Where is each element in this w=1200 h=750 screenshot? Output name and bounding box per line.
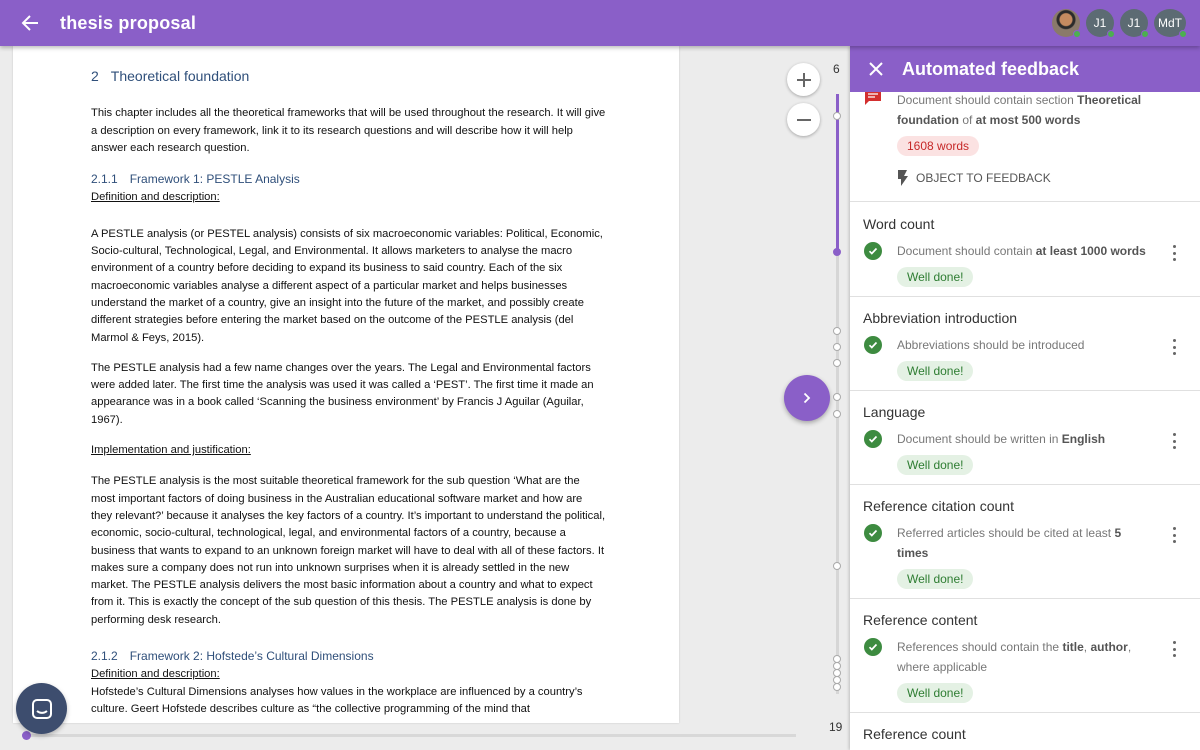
feedback-card (850, 485, 1200, 599)
timeline-marker[interactable] (833, 343, 841, 351)
timeline-marker[interactable] (833, 562, 841, 570)
more-options-button[interactable] (1171, 527, 1177, 543)
timeline-end-number: 19 (829, 720, 843, 734)
feedback-message: Document should contain at least 1000 words (897, 244, 1146, 258)
next-feedback-button[interactable] (784, 375, 830, 421)
status-badge: Well done! (897, 267, 973, 287)
underlined-label: Definition and description: (91, 668, 220, 681)
paragraph: The PESTLE analysis had a few name changes over the years. The Legal and Environmental factors were added later. The first time the analysis was used it was called a ‘PEST’. The first time it made an appearance was in a book called ‘Scanning the business environment’ by Francis J Aguilar (Aguilar, 1967). (91, 361, 594, 426)
paragraph: A PESTLE analysis (or PESTEL analysis) consists of six macroeconomic variables: Political, Economic, Socio-cultural, Technological, Legal, and Environmental. It allows marketers to analyse the macro environment of a country before deciding to expand its business to said country. Each of the six macroeconomic variables analyse a different aspect of a particular market and helps businesses understand the market of a country, give an insight into the future of the market, and possibly create different strategies before entering the market based on the outcome of the PESTLE analysis (del Marmol & Feys, 2015). (91, 227, 603, 344)
avatar-photo[interactable] (1052, 9, 1080, 37)
subsection-heading: 2.1.1 Framework 1: PESTLE Analysis (91, 172, 300, 187)
minus-icon (797, 113, 811, 127)
feedback-card-title: Abbreviation introduction (863, 310, 1018, 326)
more-options-button[interactable] (1171, 433, 1177, 449)
timeline-start-number: 6 (833, 62, 840, 76)
status-badge: Well done! (897, 569, 973, 589)
collaborator-avatars (1052, 9, 1186, 37)
timeline-marker[interactable] (833, 112, 841, 120)
feedback-panel (850, 46, 1200, 750)
check-icon (864, 336, 882, 354)
paragraph: This chapter includes all the theoretical frameworks that will be used throughout the research. It will give a description on every framework, link it to its research questions and will describe how it will help answer each research question. (91, 107, 606, 154)
feedback-card (850, 391, 1200, 485)
zoom-out-button[interactable] (787, 103, 820, 136)
feedback-card-title: Reference citation count (863, 498, 1014, 514)
lightning-icon (897, 170, 908, 186)
chevron-right-icon (801, 392, 813, 404)
chat-button[interactable] (16, 683, 67, 734)
feedback-card (850, 599, 1200, 713)
close-panel-button[interactable] (850, 46, 902, 92)
underlined-label: Implementation and justification: (91, 444, 251, 457)
object-to-feedback-button[interactable]: OBJECT TO FEEDBACK (897, 168, 1051, 188)
feedback-panel-header (850, 46, 1200, 92)
avatar[interactable]: J1 (1120, 9, 1148, 37)
feedback-message: Document should contain section Theoretical foundation of at most 500 words (897, 93, 1142, 127)
zoom-in-button[interactable] (787, 63, 820, 96)
status-badge: Well done! (897, 683, 973, 703)
paragraph: Hofstede’s Cultural Dimensions analyses how values in the workplace are influenced by a country’s culture. Geert Hofstede describes culture as “the collective programming of the mind that (91, 685, 583, 715)
timeline-marker[interactable] (833, 393, 841, 401)
timeline-marker[interactable] (833, 359, 841, 367)
document-content (91, 68, 606, 723)
feedback-comment-icon (864, 90, 882, 106)
avatar[interactable]: J1 (1086, 9, 1114, 37)
feedback-message: Abbreviations should be introduced (897, 338, 1085, 352)
timeline-marker-active[interactable] (833, 248, 841, 256)
horizontal-scrollbar[interactable] (22, 734, 796, 737)
document-title: thesis proposal (60, 12, 197, 33)
timeline-marker[interactable] (833, 327, 841, 335)
feedback-card (850, 82, 1200, 202)
document-page (13, 46, 679, 723)
feedback-card (850, 297, 1200, 391)
feedback-message: References should contain the title, author, where applicable (897, 640, 1132, 674)
feedback-card-title: Reference count (863, 726, 966, 742)
more-options-button[interactable] (1171, 641, 1177, 657)
underlined-label: Definition and description: (91, 191, 220, 204)
arrow-left-icon (21, 14, 39, 32)
feedback-card (850, 713, 1200, 750)
chat-icon (30, 697, 54, 721)
check-icon (864, 430, 882, 448)
more-options-button[interactable] (1171, 245, 1177, 261)
check-icon (864, 242, 882, 260)
panel-title: Automated feedback (902, 58, 1080, 79)
feedback-message: Document should be written in English (897, 432, 1106, 446)
feedback-card-title: Word count (863, 216, 935, 232)
more-options-button[interactable] (1171, 339, 1177, 355)
timeline-marker[interactable] (833, 410, 841, 418)
check-icon (864, 638, 882, 656)
status-badge: Well done! (897, 455, 973, 475)
timeline-marker[interactable] (833, 683, 841, 691)
subsection-heading: 2.1.2 Framework 2: Hofstede’s Cultural Dimensions (91, 649, 374, 664)
feedback-card-title: Language (863, 404, 926, 420)
scrollbar-thumb[interactable] (22, 731, 31, 740)
word-count-badge: 1608 words (897, 136, 979, 156)
feedback-card-title: Reference content (863, 612, 978, 628)
close-icon (869, 62, 883, 76)
feedback-message: Referred articles should be cited at least 5 times (897, 526, 1122, 560)
feedback-card (850, 202, 1200, 297)
section-heading: 2 Theoretical foundation (91, 68, 250, 84)
status-badge: Well done! (897, 361, 973, 381)
plus-icon (797, 73, 811, 87)
paragraph: The PESTLE analysis is the most suitable theoretical framework for the sub question ‘What are the most important factors of doing business in the Australian educational software market and how are they relevant?’ because it analyses the key factors of a country. It’s important to understand the political, economic, socio-cultural, technological, legal, and environmental factors of a country, because a business that wants to expand to an unknown foreign market will have to deal with all of these factors. It makes sure a company does not run into unknown surprises when it is already settled in the new market. The PESTLE analysis delivers the most basic information about a country and what to expect from it. This is exactly the concept of the sub question of this thesis. The PESTLE analysis is done by performing desk research. (91, 475, 606, 626)
back-button[interactable] (0, 0, 60, 46)
avatar[interactable]: MdT (1154, 9, 1186, 37)
top-app-bar (0, 0, 1200, 46)
check-icon (864, 524, 882, 542)
